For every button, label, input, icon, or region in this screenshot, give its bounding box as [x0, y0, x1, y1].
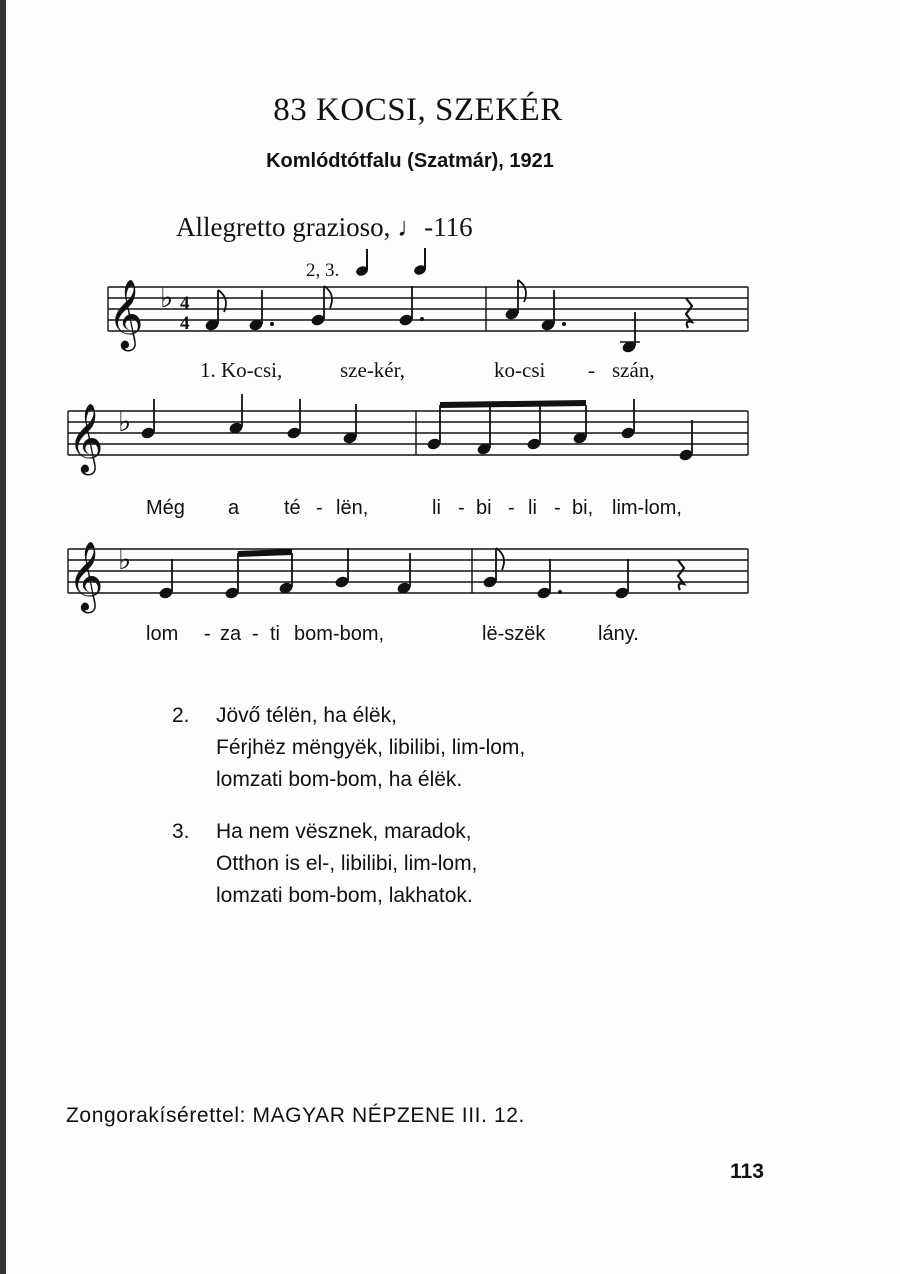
lyric-syllable: lë-szëk — [482, 623, 546, 645]
lyric-syllable: bi — [476, 497, 492, 519]
stanza-number: 3. — [172, 820, 190, 843]
lyric-syllable: lom — [146, 623, 179, 645]
song-origin: Komlódtótfalu (Szatmár), 1921 — [266, 150, 554, 172]
stanza-line: Jövő télën, ha élëk, — [216, 704, 397, 727]
song-title: 83 KOCSI, SZEKÉR — [273, 92, 563, 128]
lyric-syllable: lim-lom, — [612, 497, 682, 519]
lyric-syllable: té — [284, 497, 301, 519]
svg-text:4: 4 — [180, 293, 190, 314]
stanza-line: Férjhëz mëngyëk, libilibi, lim-lom, — [216, 736, 526, 759]
stanza-line: Ha nem vësznek, maradok, — [216, 820, 472, 843]
svg-text:♭: ♭ — [160, 281, 174, 314]
lyric-syllable: - — [588, 358, 595, 382]
lyric-syllable: za — [220, 623, 242, 645]
stanza-line: lomzati bom-bom, lakhatok. — [216, 884, 473, 907]
svg-text:♭: ♭ — [118, 405, 132, 438]
stanza-number: 2. — [172, 704, 190, 727]
stanza-3 — [172, 816, 477, 912]
staff-system-1 — [108, 279, 748, 354]
lyric-syllable: lány. — [598, 623, 639, 645]
svg-text:𝄞: 𝄞 — [68, 541, 104, 611]
lyric-syllable: ko-csi — [494, 358, 546, 382]
accompaniment-note: Zongorakísérettel: MAGYAR NÉPZENE III. 12. — [66, 1104, 525, 1127]
lyric-syllable: a — [228, 497, 240, 519]
stanza-line: lomzati bom-bom, ha élëk. — [216, 768, 463, 791]
lyric-syllable: - — [316, 497, 323, 519]
staff-system-2 — [68, 394, 748, 475]
lyric-syllable: - — [458, 497, 465, 519]
lyric-syllable: Még — [146, 497, 185, 519]
lyric-syllable: - — [554, 497, 561, 519]
lyric-syllable: 1. Ko-csi, — [200, 358, 283, 382]
lyric-syllable: sze-kér, — [340, 358, 406, 382]
lyric-syllable: bom-bom, — [294, 623, 385, 645]
lyric-syllable: - — [508, 497, 515, 519]
lyric-syllable: ti — [270, 623, 280, 645]
lyric-syllable: - — [204, 623, 211, 645]
lyric-syllable: bi, — [572, 497, 594, 519]
lyric-syllable: li — [432, 497, 441, 519]
variant-label: 2, 3. — [306, 260, 340, 281]
lyric-syllable: li — [528, 497, 537, 519]
lyric-syllable: - — [252, 623, 259, 645]
staff-system-3 — [68, 541, 748, 613]
svg-text:𝄞: 𝄞 — [108, 279, 144, 349]
stanza-2 — [172, 700, 525, 796]
tempo-marking: Allegretto grazioso, ♩-116 — [176, 212, 473, 242]
lyric-syllable: szán, — [612, 358, 655, 382]
svg-text:𝄞: 𝄞 — [68, 403, 104, 473]
svg-text:♭: ♭ — [118, 543, 132, 576]
variant-notes — [306, 248, 427, 281]
svg-text:4: 4 — [180, 313, 190, 334]
lyric-syllable: lën, — [336, 497, 369, 519]
page-number: 113 — [730, 1160, 764, 1183]
stanza-line: Otthon is el-, libilibi, lim-lom, — [216, 852, 478, 875]
